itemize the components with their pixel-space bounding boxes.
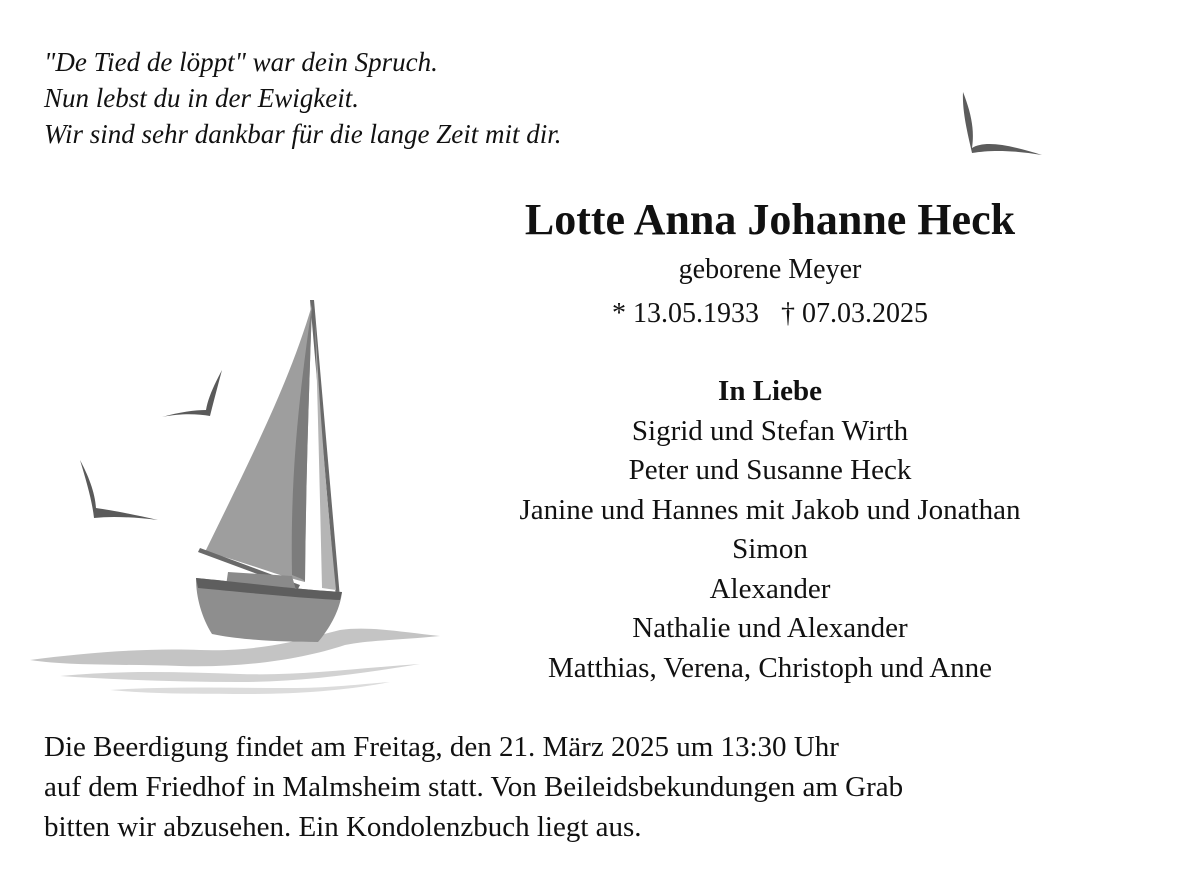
mourner-line: Janine und Hannes mit Jakob und Jonathan	[519, 493, 1021, 526]
seagull-icon	[80, 460, 158, 520]
motto-line: Nun lebst du in der Ewigkeit.	[44, 83, 359, 113]
mourner-line: Matthias, Verena, Christoph und Anne	[547, 651, 993, 684]
birth-name: geborene Meyer	[678, 254, 862, 285]
funeral-line: Die Beerdigung findet am Freitag, den 21. März 2025 um 13:30 Uhr	[44, 731, 839, 763]
funeral-notice	[44, 727, 903, 847]
death-date: † 07.03.2025	[781, 298, 928, 329]
seagull-icon	[963, 92, 1042, 155]
mourner-line: Simon	[732, 533, 808, 565]
motto-line: "De Tied de löppt" war dein Spruch.	[44, 47, 438, 77]
funeral-line: bitten wir abzusehen. Ein Kondolenzbuch liegt aus.	[44, 811, 642, 843]
life-dates	[470, 296, 1070, 332]
seagull-icon	[162, 370, 222, 417]
mourner-line: Alexander	[709, 572, 831, 605]
mourners-list	[470, 372, 1070, 688]
mourners-heading: In Liebe	[718, 375, 822, 407]
motto-quote	[44, 44, 562, 152]
sailboat-illustration	[30, 300, 440, 694]
mourner-line: Sigrid und Stefan Wirth	[631, 414, 909, 447]
deceased-name: Lotte Anna Johanne Heck	[524, 195, 1016, 244]
motto-line: Wir sind sehr dankbar für die lange Zeit mit dir.	[44, 119, 562, 149]
birth-date: * 13.05.1933	[612, 298, 759, 329]
funeral-line: auf dem Friedhof in Malmsheim statt. Von Beileidsbekundungen am Grab	[44, 771, 904, 803]
mourner-line: Peter und Susanne Heck	[628, 454, 912, 486]
mourner-line: Nathalie und Alexander	[632, 612, 908, 644]
